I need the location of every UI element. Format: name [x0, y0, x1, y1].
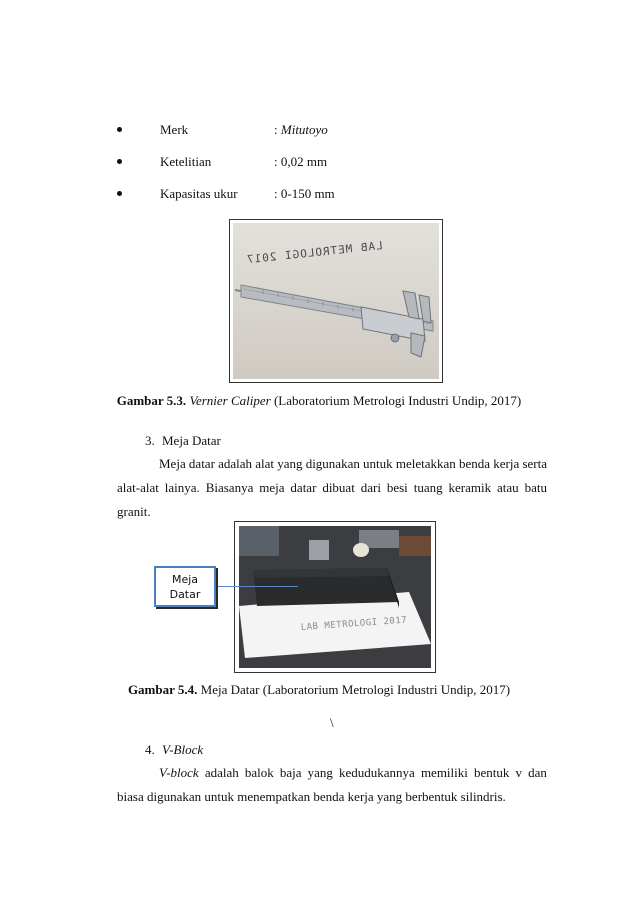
section-3-paragraph — [117, 452, 547, 524]
caption-title: Vernier Caliper — [189, 393, 271, 408]
surface-plate-photo-label: LAB METROLOGI 2017 — [300, 615, 408, 633]
word: bentuk — [474, 765, 510, 780]
word: Biasanya — [205, 480, 254, 495]
word: benda — [459, 456, 491, 471]
callout-pointer-line — [216, 586, 298, 587]
word: kedudukannya — [339, 765, 415, 780]
paragraph-line — [117, 452, 547, 476]
figure-vernier-caliper — [229, 219, 443, 383]
word: lainya. — [164, 480, 200, 495]
stray-backslash: \ — [330, 715, 334, 730]
word: tuang — [413, 480, 443, 495]
word: alat — [255, 456, 274, 471]
spec-value: : 0-150 mm — [274, 186, 335, 201]
paragraph-line: granit. — [117, 504, 151, 519]
section-title: Meja Datar — [162, 433, 221, 448]
word: yang — [307, 765, 333, 780]
section-number: 3. — [145, 433, 155, 448]
section-title: V-Block — [162, 742, 204, 757]
word: batu — [524, 480, 547, 495]
word: meletakkan — [395, 456, 456, 471]
caliper-photo — [233, 223, 439, 379]
bullet-icon — [117, 159, 122, 164]
figure1-caption — [0, 392, 638, 410]
word: adalah — [204, 765, 239, 780]
word: serta — [522, 456, 547, 471]
section-3-heading — [145, 432, 221, 450]
word: dari — [360, 480, 381, 495]
term-v-block: V-block — [159, 765, 199, 780]
spec-value: : Mitutoyo — [274, 122, 328, 137]
callout-line-2: Datar — [169, 587, 201, 601]
word: balok — [244, 765, 274, 780]
paragraph-line — [117, 761, 547, 785]
word: datar — [290, 480, 317, 495]
word: meja — [259, 480, 285, 495]
bullet-icon — [117, 127, 122, 132]
spec-label: Ketelitian — [160, 154, 212, 169]
caliper-photo-label: LAB METROLOGI 2017 — [245, 239, 384, 267]
spec-value: : 0,02 mm — [274, 154, 328, 169]
caption-source: (Laboratorium Metrologi Industri Undip, 2017) — [270, 393, 522, 408]
word: alat-alat — [117, 480, 159, 495]
figure2-caption — [0, 681, 638, 699]
caption-number: Gambar 5.3. — [116, 393, 187, 408]
caliper-illustration — [233, 223, 439, 379]
word: Meja — [159, 456, 186, 471]
surface-plate-illustration — [239, 526, 431, 668]
figure-meja-datar — [234, 521, 436, 673]
word: adalah — [218, 456, 253, 471]
bullet-icon — [117, 191, 122, 196]
word: keramik — [448, 480, 492, 495]
word: atau — [497, 480, 519, 495]
word: memiliki — [420, 765, 468, 780]
surface-plate-photo — [239, 526, 431, 668]
word: dibuat — [322, 480, 355, 495]
section-4-heading — [145, 741, 203, 759]
word: besi — [386, 480, 408, 495]
word: v — [515, 765, 522, 780]
word: baja — [279, 765, 302, 780]
word: untuk — [363, 456, 393, 471]
word: kerja — [493, 456, 520, 471]
spec-label: Merk — [160, 122, 189, 137]
callout-line-1: Meja — [171, 572, 199, 586]
callout-meja-datar — [154, 566, 216, 607]
section-number: 4. — [145, 742, 155, 757]
spec-label: Kapasitas ukur — [160, 186, 238, 201]
section-4-paragraph — [117, 761, 547, 809]
caption-rest: Meja Datar (Laboratorium Metrologi Industri Undip, 2017) — [197, 682, 511, 697]
word: datar — [188, 456, 215, 471]
paragraph-line: biasa digunakan untuk menempatkan benda kerja yang berbentuk silindris. — [117, 789, 506, 804]
word: yang — [277, 456, 303, 471]
paragraph-line — [117, 476, 547, 500]
word: dan — [528, 765, 547, 780]
word: digunakan — [305, 456, 360, 471]
spec-value-brand: Mitutoyo — [280, 122, 328, 137]
caption-number: Gambar 5.4. — [127, 682, 198, 697]
